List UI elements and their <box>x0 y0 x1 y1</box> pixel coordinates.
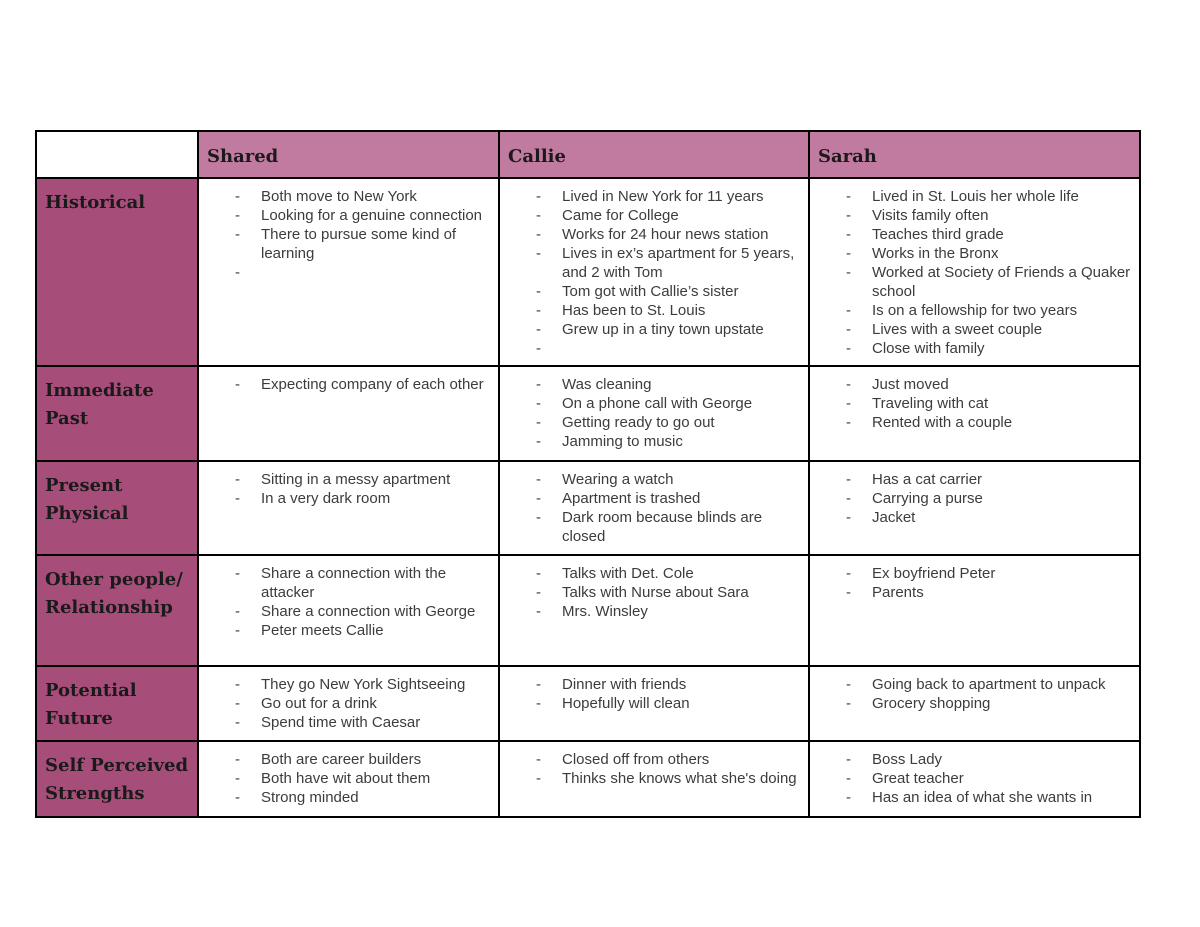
list-item <box>500 339 808 358</box>
bullet-list <box>199 564 498 640</box>
table-row <box>36 666 1140 741</box>
list-item: - They go New York Sightseeing <box>199 675 498 694</box>
cell-shared <box>198 555 499 666</box>
list-item: - Boss Lady <box>810 750 1139 769</box>
bullet-list <box>500 470 808 546</box>
row-header: Other people/ Relationship <box>36 555 198 666</box>
list-item: - Works for 24 hour news station <box>500 225 808 244</box>
list-item: - Lives with a sweet couple <box>810 320 1139 339</box>
list-item: - Talks with Det. Cole <box>500 564 808 583</box>
cell-sarah <box>809 178 1140 366</box>
list-item: - Talks with Nurse about Sara <box>500 583 808 602</box>
header-row <box>36 131 1140 178</box>
list-item: - Came for College <box>500 206 808 225</box>
list-item: - Jamming to music <box>500 432 808 451</box>
list-item: - Was cleaning <box>500 375 808 394</box>
list-item: - Both are career builders <box>199 750 498 769</box>
bullet-list <box>810 187 1139 358</box>
cell-shared <box>198 461 499 555</box>
cell-shared <box>198 178 499 366</box>
column-header-shared: Shared <box>198 131 499 178</box>
bullet-list <box>199 375 498 394</box>
cell-callie <box>499 178 809 366</box>
cell-sarah <box>809 666 1140 741</box>
cell-callie <box>499 461 809 555</box>
table-row <box>36 555 1140 666</box>
list-item: - Looking for a genuine connection <box>199 206 498 225</box>
character-comparison-table <box>35 130 1141 818</box>
cell-sarah <box>809 741 1140 817</box>
table-row <box>36 178 1140 366</box>
bullet-list <box>810 470 1139 527</box>
table-row <box>36 461 1140 555</box>
bullet-list <box>500 375 808 451</box>
list-item: - Lived in New York for 11 years <box>500 187 808 206</box>
table-row <box>36 741 1140 817</box>
list-item: - Just moved <box>810 375 1139 394</box>
list-item: - Expecting company of each other <box>199 375 498 394</box>
cell-callie <box>499 741 809 817</box>
list-item: - Grew up in a tiny town upstate <box>500 320 808 339</box>
list-item: - Mrs. Winsley <box>500 602 808 621</box>
cell-shared <box>198 366 499 461</box>
list-item: - Both have wit about them <box>199 769 498 788</box>
bullet-list <box>810 375 1139 432</box>
list-item: - Parents <box>810 583 1139 602</box>
list-item: - Thinks she knows what she's doing <box>500 769 808 788</box>
list-item: - Sitting in a messy apartment <box>199 470 498 489</box>
row-header: Historical <box>36 178 198 366</box>
cell-sarah <box>809 461 1140 555</box>
list-item: - Closed off from others <box>500 750 808 769</box>
row-header: Potential Future <box>36 666 198 741</box>
bullet-list <box>500 675 808 713</box>
bullet-list <box>500 750 808 788</box>
list-item <box>199 263 498 282</box>
list-item: - Worked at Society of Friends a Quaker school <box>810 263 1139 301</box>
bullet-list <box>500 564 808 621</box>
list-item: - Getting ready to go out <box>500 413 808 432</box>
column-header-callie: Callie <box>499 131 809 178</box>
list-item: - Hopefully will clean <box>500 694 808 713</box>
list-item: - In a very dark room <box>199 489 498 508</box>
list-item: - Go out for a drink <box>199 694 498 713</box>
list-item: - Going back to apartment to unpack <box>810 675 1139 694</box>
list-item: - Spend time with Caesar <box>199 713 498 732</box>
cell-shared <box>198 666 499 741</box>
list-item: - Share a connection with the attacker <box>199 564 498 602</box>
list-item: - Both move to New York <box>199 187 498 206</box>
list-item: - Great teacher <box>810 769 1139 788</box>
cell-callie <box>499 555 809 666</box>
list-item: - Traveling with cat <box>810 394 1139 413</box>
list-item: - Jacket <box>810 508 1139 527</box>
list-item: - Strong minded <box>199 788 498 807</box>
list-item: - Carrying a purse <box>810 489 1139 508</box>
list-item: - Dinner with friends <box>500 675 808 694</box>
list-item: - Lives in ex’s apartment for 5 years, and 2 with Tom <box>500 244 808 282</box>
corner-cell <box>36 131 198 178</box>
list-item: - Grocery shopping <box>810 694 1139 713</box>
bullet-list <box>500 187 808 358</box>
cell-callie <box>499 666 809 741</box>
list-item: - Ex boyfriend Peter <box>810 564 1139 583</box>
bullet-list <box>199 675 498 732</box>
bullet-list <box>199 750 498 807</box>
list-item: - Teaches third grade <box>810 225 1139 244</box>
list-item: - Has a cat carrier <box>810 470 1139 489</box>
list-item: - Wearing a watch <box>500 470 808 489</box>
list-item: - Has an idea of what she wants in <box>810 788 1139 807</box>
cell-sarah <box>809 555 1140 666</box>
bullet-list <box>199 187 498 282</box>
list-item: - Peter meets Callie <box>199 621 498 640</box>
table-row <box>36 366 1140 461</box>
row-header: Self Perceived Strengths <box>36 741 198 817</box>
bullet-list <box>199 470 498 508</box>
column-header-sarah: Sarah <box>809 131 1140 178</box>
row-header: Present Physical <box>36 461 198 555</box>
bullet-list <box>810 750 1139 807</box>
cell-callie <box>499 366 809 461</box>
list-item: - Share a connection with George <box>199 602 498 621</box>
cell-sarah <box>809 366 1140 461</box>
list-item: - Has been to St. Louis <box>500 301 808 320</box>
list-item: - Lived in St. Louis her whole life <box>810 187 1139 206</box>
list-item: - Is on a fellowship for two years <box>810 301 1139 320</box>
bullet-list <box>810 675 1139 713</box>
list-item: - Apartment is trashed <box>500 489 808 508</box>
list-item: - Visits family often <box>810 206 1139 225</box>
list-item: - There to pursue some kind of learning <box>199 225 498 263</box>
list-item: - Works in the Bronx <box>810 244 1139 263</box>
list-item: - On a phone call with George <box>500 394 808 413</box>
list-item: - Dark room because blinds are closed <box>500 508 808 546</box>
list-item: - Close with family <box>810 339 1139 358</box>
list-item: - Tom got with Callie’s sister <box>500 282 808 301</box>
row-header: Immediate Past <box>36 366 198 461</box>
bullet-list <box>810 564 1139 602</box>
cell-shared <box>198 741 499 817</box>
list-item: - Rented with a couple <box>810 413 1139 432</box>
